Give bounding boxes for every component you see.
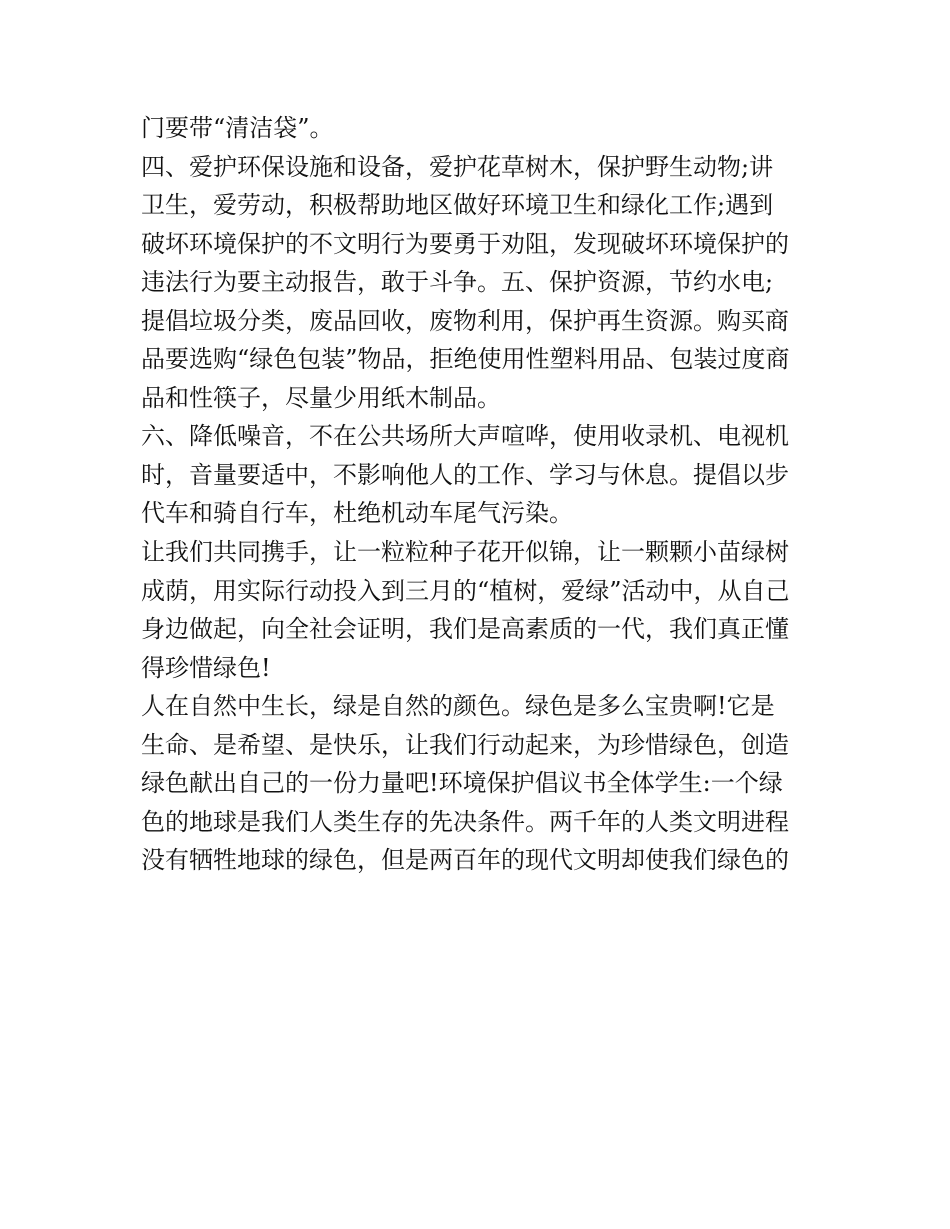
text-line: 生命、是希望、是快乐，让我们行动起来，为珍惜绿色，创造	[141, 730, 789, 759]
text-line: 没有牺牲地球的绿色，但是两百年的现代文明却使我们绿色的	[141, 846, 789, 875]
text-line: 门要带“清洁袋”。	[141, 114, 334, 142]
text-line: 得珍惜绿色!	[141, 653, 271, 682]
text-line: 代车和骑自行车，杜绝机动车尾气污染。	[141, 499, 573, 528]
text-line: 色的地球是我们人类生存的先决条件。两千年的人类文明进程	[141, 807, 789, 836]
text-line: 品和性筷子，尽量少用纸木制品。	[141, 383, 501, 412]
text-line: 品要选购“绿色包装”物品，拒绝使用性塑料用品、包装过度商	[141, 345, 790, 374]
text-line: 让我们共同携手，让一粒粒种子花开似锦，让一颗颗小苗绿树	[141, 538, 789, 567]
text-line: 破坏环境保护的不文明行为要勇于劝阻，发现破坏环境保护的	[141, 229, 789, 258]
text-line: 卫生，爱劳动，积极帮助地区做好环境卫生和绿化工作;遇到	[141, 191, 774, 220]
text-line: 成荫，用实际行动投入到三月的“植树，爱绿”活动中，从自己	[141, 576, 790, 605]
text-line: 六、降低噪音，不在公共场所大声喧哗，使用收录机、电视机	[141, 422, 789, 451]
text-line: 时，音量要适中，不影响他人的工作、学习与休息。提倡以步	[141, 460, 789, 489]
text-line: 人在自然中生长，绿是自然的颜色。绿色是多么宝贵啊!它是	[141, 692, 775, 721]
text-line: 身边做起，向全社会证明，我们是高素质的一代，我们真正懂	[141, 615, 789, 644]
text-line: 四、爱护环保设施和设备，爱护花草树木，保护野生动物;讲	[141, 152, 774, 181]
text-line: 提倡垃圾分类，废品回收，废物利用，保护再生资源。购买商	[141, 306, 789, 335]
document-body	[141, 110, 811, 879]
text-line: 绿色献出自己的一份力量吧!环境保护倡议书全体学生:一个绿	[141, 769, 783, 798]
text-line: 违法行为要主动报告，敢于斗争。五、保护资源，节约水电;	[141, 268, 774, 297]
